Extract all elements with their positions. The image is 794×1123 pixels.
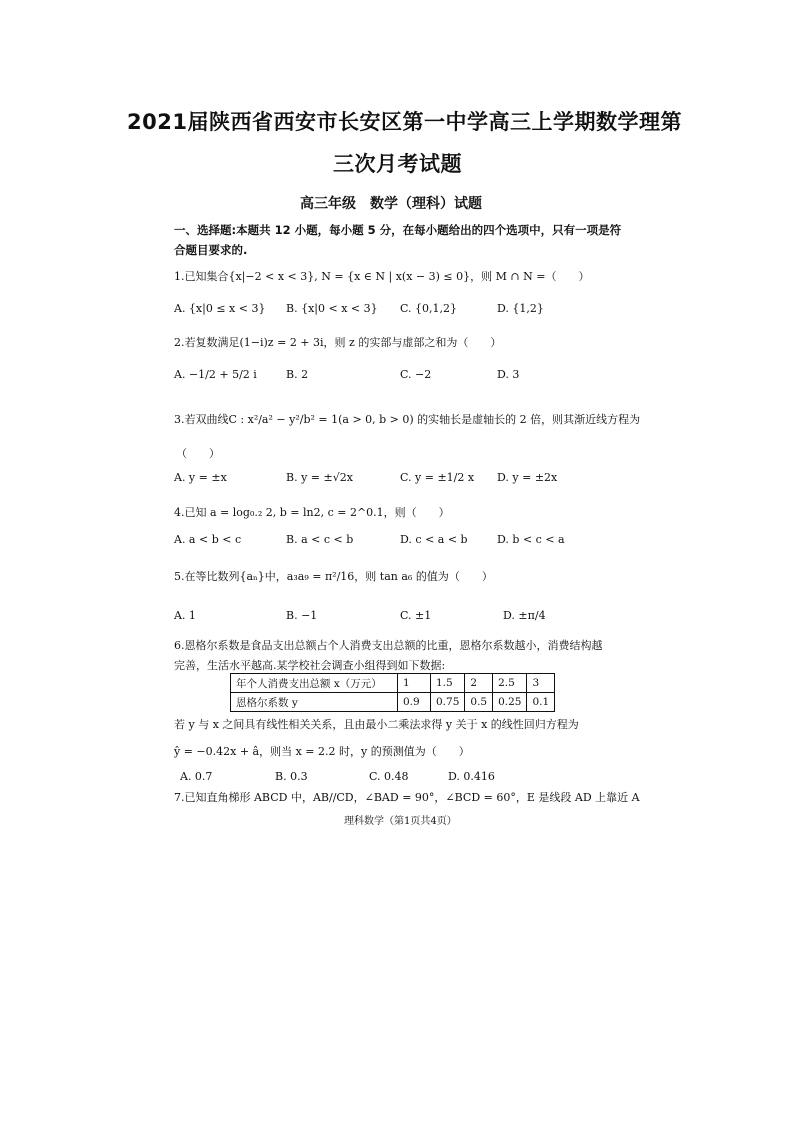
question-5-option-c: C. ±1 (400, 609, 432, 622)
question-1-option-d: D. {1,2} (497, 302, 544, 315)
question-1-option-c: C. {0,1,2} (400, 302, 458, 315)
question-4-option-b: B. a < c < b (286, 533, 354, 546)
question-3-option-c: C. y = ±1/2 x (400, 471, 475, 484)
question-7-stem: 7.已知直角梯形 ABCD 中，AB//CD，∠BAD = 90°，∠BCD = 60°，E 是线段 AD 上靠近 A (174, 791, 640, 804)
table-cell: 0.1 (527, 693, 555, 712)
question-3-option-d: D. y = ±2x (497, 471, 558, 484)
question-5-option-d: D. ±π/4 (503, 609, 546, 622)
table-cell: 0.25 (493, 693, 527, 712)
question-5-stem: 5.在等比数列{aₙ}中，a₃a₉ = π²/16，则 tan a₆ 的值为（ ） (174, 570, 493, 583)
question-5-option-a: A. 1 (174, 609, 196, 622)
question-3-option-a: A. y = ±x (174, 471, 227, 484)
question-5-option-b: B. −1 (286, 609, 318, 622)
title-line-2: 三次月考试题 (333, 152, 462, 176)
exam-subtitle: 高三年级 数学（理科）试题 (300, 196, 482, 212)
table-cell: 0.75 (431, 693, 465, 712)
question-2-option-a: A. −1/2 + 5/2 i (174, 368, 257, 381)
question-6-stem-line-1: 6.恩格尔系数是食品支出总额占个人消费支出总额的比重，恩格尔系数越小，消费结构越 (174, 639, 603, 652)
table-row (231, 693, 555, 712)
section-instructions-line-2: 合题目要求的. (174, 243, 248, 257)
question-4-stem: 4.已知 a = log₀.₂ 2, b = ln2, c = 2^0.1，则（ ） (174, 506, 450, 519)
question-6-option-b: B. 0.3 (275, 770, 308, 783)
title-line-1: 2021届陕西省西安市长安区第一中学高三上学期数学理第 (127, 110, 682, 134)
table-cell: 年个人消费支出总额 x（万元） (231, 674, 398, 693)
table-cell: 恩格尔系数 y (231, 693, 398, 712)
table-cell: 2.5 (493, 674, 527, 693)
section-instructions-line-1: 一、选择题:本题共 12 小题，每小题 5 分，在每小题给出的四个选项中，只有一项是符 (174, 223, 622, 237)
engel-coefficient-table (230, 673, 555, 712)
question-6-line-4: ŷ = −0.42x + â，则当 x = 2.2 时，y 的预测值为（ ） (174, 745, 470, 758)
question-4-option-d: D. b < c < a (497, 533, 565, 546)
page-footer: 理科数学（第1页共4页） (344, 816, 457, 827)
question-6-option-c: C. 0.48 (369, 770, 409, 783)
table-cell: 1.5 (431, 674, 465, 693)
question-2-stem: 2.若复数满足(1−i)z = 2 + 3i，则 z 的实部与虚部之和为（ ） (174, 336, 502, 349)
question-4-option-c: D. c < a < b (400, 533, 468, 546)
question-1-stem: 1.已知集合{x|−2 < x < 3}, N = {x ∈ N | x(x − 3) ≤ 0}，则 M ∩ N =（ ） (174, 270, 590, 283)
table-row (231, 674, 555, 693)
question-4-option-a: A. a < b < c (174, 533, 242, 546)
question-1-option-b: B. {x|0 < x < 3} (286, 302, 378, 315)
question-3-stem: 3.若双曲线C : x²/a² − y²/b² = 1(a > 0, b > 0) 的实轴长是虚轴长的 2 倍，则其渐近线方程为 (174, 413, 641, 426)
table-cell: 3 (527, 674, 555, 693)
question-1-option-a: A. {x|0 ≤ x < 3} (174, 302, 266, 315)
question-3-answer-paren: （ ） (176, 447, 220, 460)
table-cell: 2 (465, 674, 493, 693)
table-cell: 0.9 (398, 693, 431, 712)
question-2-option-d: D. 3 (497, 368, 520, 381)
question-6-option-d: D. 0.416 (448, 770, 495, 783)
question-2-option-c: C. −2 (400, 368, 432, 381)
table-cell: 0.5 (465, 693, 493, 712)
question-6-stem-line-2: 完善，生活水平越高.某学校社会调查小组得到如下数据: (174, 659, 446, 672)
question-6-line-3: 若 y 与 x 之间具有线性相关关系，且由最小二乘法求得 y 关于 x 的线性回归方程为 (174, 718, 579, 731)
question-3-option-b: B. y = ±√2x (286, 471, 353, 484)
question-2-option-b: B. 2 (286, 368, 309, 381)
table-cell: 1 (398, 674, 431, 693)
question-6-option-a: A. 0.7 (180, 770, 213, 783)
